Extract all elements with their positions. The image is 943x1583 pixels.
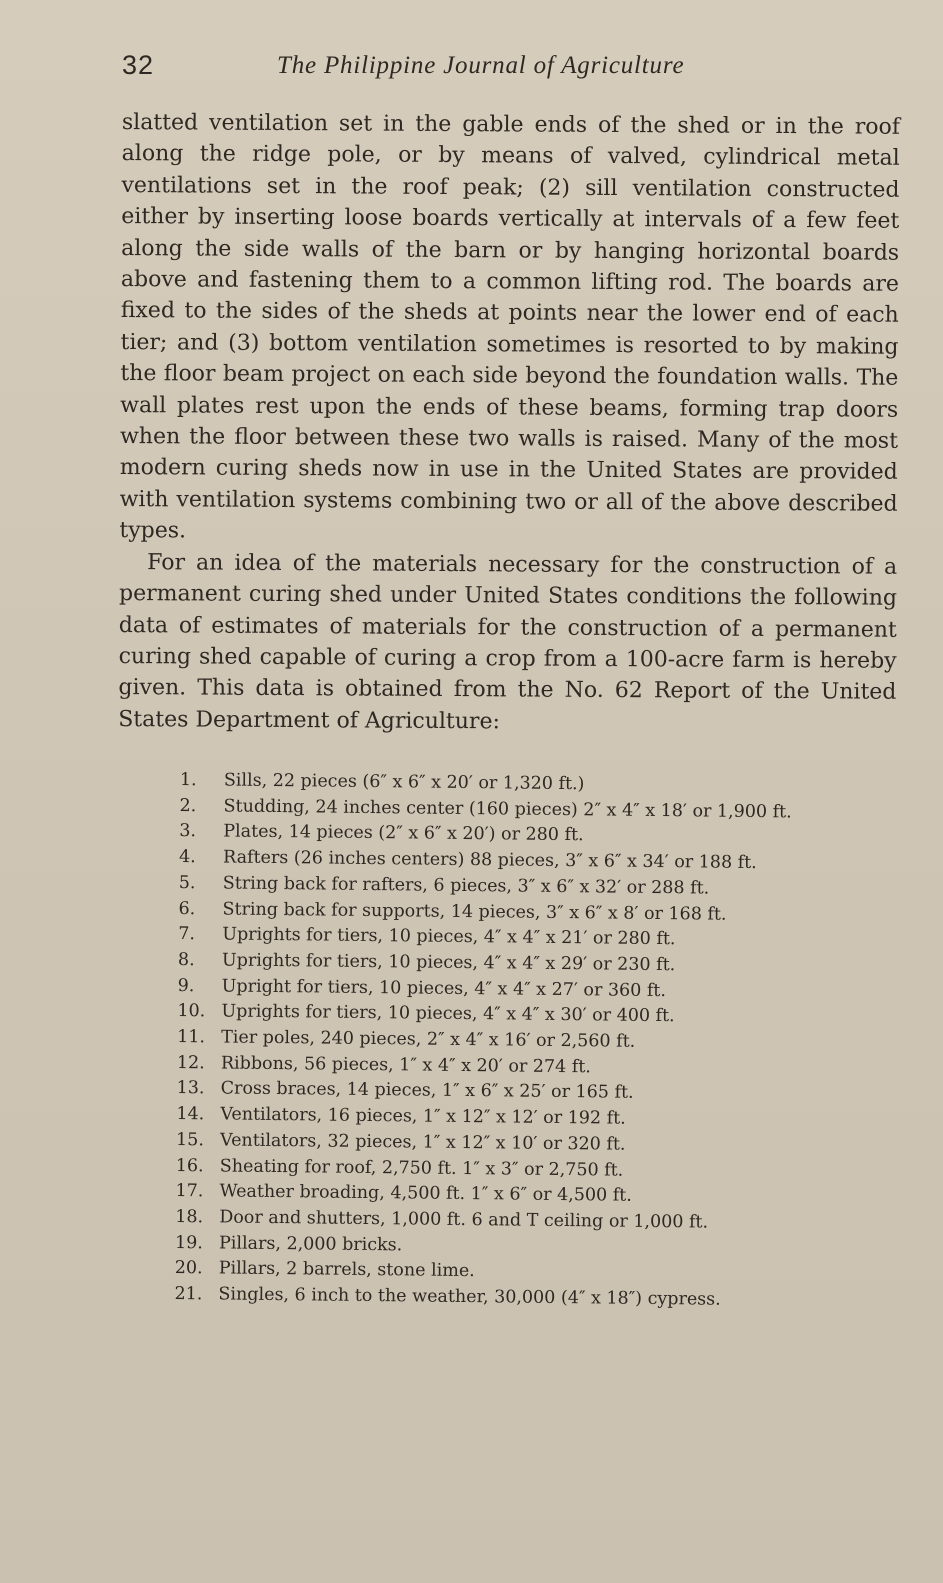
list-item-text: Ventilators, 16 pieces, 1″ x 12″ x 12′ or 192 ft. — [220, 1104, 626, 1129]
list-item-number: 16. — [175, 1155, 204, 1176]
list-item-text: Rafters (26 inches centers) 88 pieces, 3″ x 6″ x 34′ or 188 ft. — [222, 847, 757, 874]
list-item-number: 2. — [179, 795, 197, 816]
list-item-number: 9. — [177, 975, 195, 996]
list-item-number: 13. — [176, 1078, 205, 1099]
list-item-text: Ribbons, 56 pieces, 1″ x 4″ x 20′ or 274 ft. — [220, 1053, 591, 1078]
list-item-text: Studding, 24 inches center (160 pieces) 2″ x 4″ x 18′ or 1,900 ft. — [223, 796, 792, 823]
list-item-text: Uprights for tiers, 10 pieces, 4″ x 4″ x 29′ or 230 ft. — [221, 950, 676, 976]
list-item-number: 4. — [178, 847, 196, 868]
list-item — [174, 1282, 814, 1314]
page-header — [122, 50, 782, 90]
list-item-text: Pillars, 2 barrels, stone lime. — [218, 1258, 475, 1282]
list-item-text: Door and shutters, 1,000 ft. 6 and T ceiling or 1,000 ft. — [219, 1207, 709, 1233]
list-item-number: 15. — [176, 1129, 205, 1151]
list-item-text: Weather broading, 4,500 ft. 1″ x 6″ or 4,500 ft. — [219, 1181, 632, 1207]
list-item-number: 6. — [178, 898, 196, 919]
list-item-text: String back for supports, 14 pieces, 3″ x 6″ x 8′ or 168 ft. — [222, 898, 727, 925]
list-item-text: Upright for tiers, 10 pieces, 4″ x 4″ x 27′ or 360 ft. — [221, 976, 667, 1001]
list-item-text: Uprights for tiers, 10 pieces, 4″ x 4″ x 30′ or 400 ft. — [221, 1001, 675, 1027]
list-item-text: Singles, 6 inch to the weather, 30,000 (4″ x 18″) cypress. — [218, 1284, 721, 1310]
list-item-text: Plates, 14 pieces (2″ x 6″ x 20′) or 280 ft. — [223, 821, 584, 846]
list-item-number: 10. — [177, 1001, 206, 1022]
page-number: 32 — [122, 50, 155, 80]
materials-list — [174, 768, 820, 1314]
paragraph-2: For an idea of the materials necessary for the construction of a permanent curing shed under United States conditions the following data of estimates of materials for the construction of a permanent curing shed capable of curing a crop from a 100-acre farm is hereby given. This data is obtained from the No. 62 Report of the United States Department of Agriculture: — [118, 549, 898, 735]
journal-title: The Philippine Journal of Agriculture — [277, 52, 685, 79]
list-item-number: 21. — [174, 1284, 203, 1305]
list-item-number: 20. — [174, 1258, 203, 1279]
list-item-text: Sills, 22 pieces (6″ x 6″ x 20′ or 1,320 ft.) — [223, 770, 585, 795]
list-item-number: 17. — [175, 1181, 204, 1202]
list-item-text: Pillars, 2,000 bricks. — [218, 1233, 403, 1256]
list-item-number: 14. — [176, 1104, 205, 1125]
list-item-number: 19. — [174, 1232, 203, 1253]
list-item-number: 1. — [179, 769, 197, 791]
list-item-number: 8. — [177, 949, 195, 971]
list-item-number: 5. — [178, 872, 196, 893]
list-item-number: 11. — [177, 1027, 206, 1048]
list-item-number: 7. — [178, 924, 196, 945]
list-item-text: Sheating for roof, 2,750 ft. 1″ x 3″ or 2,750 ft. — [219, 1155, 624, 1181]
body-text — [118, 107, 900, 740]
list-item-number: 3. — [179, 821, 197, 842]
list-item-text: Uprights for tiers, 10 pieces, 4″ x 4″ x 21′ or 280 ft. — [222, 924, 676, 950]
list-item-number: 12. — [176, 1052, 205, 1074]
list-item-text: Ventilators, 32 pieces, 1″ x 12″ x 10′ or 320 ft. — [219, 1130, 626, 1155]
paragraph-1: slatted ventilation set in the gable ends of the shed or in the roof along the ridge pole, or by means of valved, cylindrical metal ventilations set in the roof peak; (2) sill ventilation constructed either by inserting loose boards vertically at intervals of a few feet along the side walls of the barn or by hanging horizontal boards above and fastening them to a common lifting rod. The boards are fixed to the sides of the sheds at points near the lower end of each tier; and (3) bottom ventilation sometimes is resorted to by making the floor beam project on each side beyond the foundation walls. The wall plates rest upon the ends of these beams, forming trap doors when the floor between these two walls is raised. Many of the most modern curing sheds now in use in the United States are provided with ventilation systems combining two or all of the above described types. — [119, 109, 900, 544]
list-item-number: 18. — [175, 1206, 204, 1228]
list-item-text: Tier poles, 240 pieces, 2″ x 4″ x 16′ or 2,560 ft. — [221, 1027, 636, 1052]
list-item-text: Cross braces, 14 pieces, 1″ x 6″ x 25′ or 165 ft. — [220, 1078, 634, 1104]
list-item-text: String back for rafters, 6 pieces, 3″ x 6″ x 32′ or 288 ft. — [222, 873, 710, 899]
